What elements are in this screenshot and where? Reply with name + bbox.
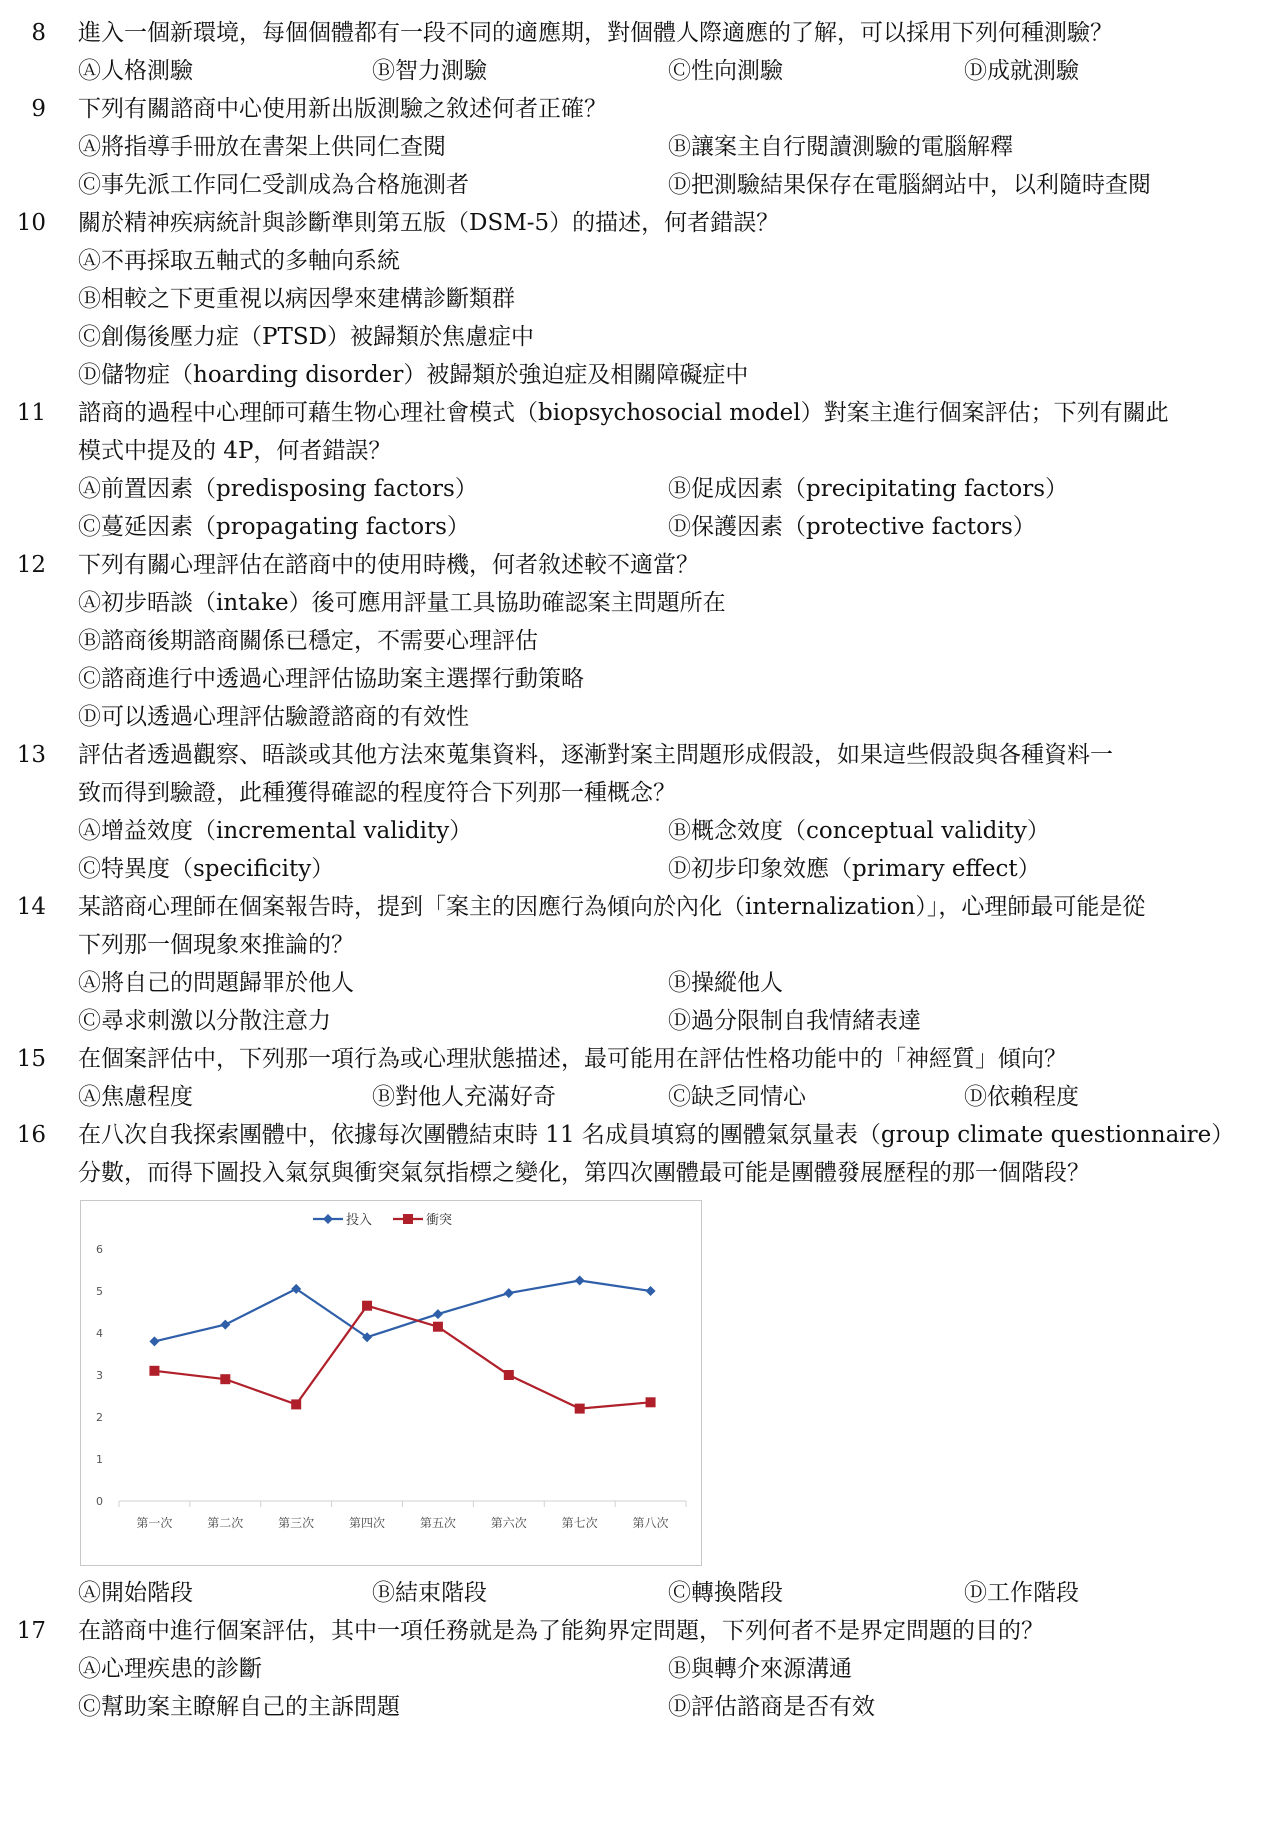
question-stem-line [0, 888, 1274, 926]
option-d[interactable]: Ⓓ可以透過心理評估驗證諮商的有效性 [78, 704, 469, 730]
x-category-label: 第七次 [561, 1516, 598, 1530]
data-point-conflict [504, 1370, 514, 1380]
option-c[interactable]: Ⓒ尋求刺激以分散注意力 [78, 1008, 331, 1034]
option-d[interactable]: Ⓓ評估諮商是否有效 [668, 1694, 875, 1720]
options-row [0, 470, 1274, 508]
options-row [0, 1002, 1274, 1040]
question-stem-line [0, 14, 1274, 52]
option-d[interactable]: Ⓓ把測驗結果保存在電腦網站中，以利隨時查閱 [668, 172, 1151, 198]
option-d[interactable]: Ⓓ保護因素（protective factors） [668, 514, 1036, 540]
question-stem-line [0, 90, 1274, 128]
question-number: 15 [16, 1046, 46, 1072]
question-stem-line [0, 204, 1274, 242]
option-b[interactable]: Ⓑ操縱他人 [668, 970, 783, 996]
question-stem-line [0, 546, 1274, 584]
data-point-engagement [646, 1286, 656, 1296]
option-a[interactable]: Ⓐ將指導手冊放在書架上供同仁查閱 [78, 134, 446, 160]
data-point-engagement [433, 1309, 443, 1319]
question-11 [0, 394, 1274, 546]
option-c[interactable]: Ⓒ創傷後壓力症（PTSD）被歸類於焦慮症中 [78, 324, 535, 350]
option-c[interactable]: Ⓒ蔓延因素（propagating factors） [78, 514, 470, 540]
options-row [0, 1650, 1274, 1688]
options-row [0, 812, 1274, 850]
option-a[interactable]: Ⓐ心理疾患的診斷 [78, 1656, 262, 1682]
options-row [0, 964, 1274, 1002]
option-b[interactable]: Ⓑ相較之下更重視以病因學來建構診斷類群 [78, 286, 515, 312]
option-b[interactable]: Ⓑ概念效度（conceptual validity） [668, 818, 1050, 844]
chart-svg [81, 1201, 701, 1565]
y-tick-label: 4 [96, 1327, 103, 1340]
option-b[interactable]: Ⓑ結束階段 [372, 1580, 487, 1606]
options-row [0, 166, 1274, 204]
question-stem-line [0, 1154, 1274, 1192]
data-point-conflict [149, 1366, 159, 1376]
option-b[interactable]: Ⓑ與轉介來源溝通 [668, 1656, 852, 1682]
question-10 [0, 204, 1274, 394]
option-c[interactable]: Ⓒ轉換階段 [668, 1580, 783, 1606]
x-category-label: 第五次 [419, 1516, 456, 1530]
question-stem-line [0, 394, 1274, 432]
question-stem-text: 下列有關諮商中心使用新出版測驗之敘述何者正確？ [78, 96, 607, 122]
question-number: 8 [31, 20, 46, 46]
question-stem-line [0, 432, 1274, 470]
question-stem-line [0, 774, 1274, 812]
series-line-conflict [154, 1306, 650, 1409]
option-d[interactable]: Ⓓ儲物症（hoarding disorder）被歸類於強迫症及相關障礙症中 [78, 362, 749, 388]
legend-label: 投入 [346, 1213, 373, 1228]
question-number: 10 [16, 210, 46, 236]
y-tick-label: 3 [96, 1369, 103, 1382]
option-a[interactable]: Ⓐ將自己的問題歸罪於他人 [78, 970, 354, 996]
question-stem-text: 分數，而得下圖投入氣氛與衝突氣氛指標之變化，第四次團體最可能是團體發展歷程的那一個階段？ [78, 1160, 1090, 1186]
option-a[interactable]: Ⓐ初步晤談（intake）後可應用評量工具協助確認案主問題所在 [78, 590, 726, 616]
option-c[interactable]: Ⓒ事先派工作同仁受訓成為合格施測者 [78, 172, 469, 198]
question-number: 9 [31, 96, 46, 122]
option-c[interactable]: Ⓒ缺乏同情心 [668, 1084, 806, 1110]
question-stem-text: 模式中提及的 4P，何者錯誤？ [78, 438, 392, 464]
data-point-engagement [504, 1288, 514, 1298]
series-line-engagement [154, 1281, 650, 1342]
options-row [0, 508, 1274, 546]
question-stem-line [0, 926, 1274, 964]
question-number: 11 [16, 400, 46, 426]
y-tick-label: 1 [96, 1453, 103, 1466]
question-stem-text: 諮商的過程中心理師可藉生物心理社會模式（biopsychosocial model）對案主進行個案評估；下列有關此 [78, 400, 1169, 426]
data-point-conflict [291, 1399, 301, 1409]
option-a[interactable]: Ⓐ開始階段 [78, 1580, 193, 1606]
question-9 [0, 90, 1274, 204]
question-stem-text: 下列有關心理評估在諮商中的使用時機，何者敘述較不適當？ [78, 552, 699, 578]
question-number: 12 [16, 552, 46, 578]
option-d[interactable]: Ⓓ工作階段 [964, 1580, 1079, 1606]
data-point-conflict [646, 1397, 656, 1407]
option-c[interactable]: Ⓒ性向測驗 [668, 58, 783, 84]
question-stem-text: 下列那一個現象來推論的？ [78, 932, 354, 958]
option-d[interactable]: Ⓓ過分限制自我情緒表達 [668, 1008, 921, 1034]
question-16 [0, 1116, 1274, 1612]
x-category-label: 第四次 [349, 1516, 386, 1530]
y-tick-label: 5 [96, 1285, 103, 1298]
y-tick-label: 0 [96, 1495, 103, 1508]
option-a[interactable]: Ⓐ不再採取五軸式的多軸向系統 [78, 248, 400, 274]
question-stem-text: 進入一個新環境，每個個體都有一段不同的適應期，對個體人際適應的了解，可以採用下列何種測驗？ [78, 20, 1113, 46]
question-stem-text: 在個案評估中，下列那一項行為或心理狀態描述，最可能用在評估性格功能中的「神經質」傾向？ [78, 1046, 1067, 1072]
question-number: 14 [16, 894, 46, 920]
question-stem-text: 某諮商心理師在個案報告時，提到「案主的因應行為傾向於內化（internalization）」，心理師最可能是從 [78, 894, 1146, 920]
x-category-label: 第六次 [490, 1516, 527, 1530]
question-stem-line [0, 736, 1274, 774]
data-point-engagement [220, 1320, 230, 1330]
question-17 [0, 1612, 1274, 1726]
question-12 [0, 546, 1274, 736]
options-row [0, 52, 1274, 90]
question-stem-text: 在八次自我探索團體中，依據每次團體結束時 11 名成員填寫的團體氣氛量表（group climate questionnaire） [78, 1122, 1235, 1148]
option-a[interactable]: Ⓐ焦慮程度 [78, 1084, 193, 1110]
question-number: 13 [16, 742, 46, 768]
options-row [0, 850, 1274, 888]
data-point-conflict [220, 1374, 230, 1384]
question-stem-line [0, 1040, 1274, 1078]
option-a[interactable]: Ⓐ前置因素（predisposing factors） [78, 476, 478, 502]
option-b[interactable]: Ⓑ促成因素（precipitating factors） [668, 476, 1069, 502]
options-row [0, 128, 1274, 166]
option-b[interactable]: Ⓑ對他人充滿好奇 [372, 1084, 556, 1110]
option-c[interactable]: Ⓒ幫助案主瞭解自己的主訴問題 [78, 1694, 400, 1720]
question-stem-text: 致而得到驗證，此種獲得確認的程度符合下列那一種概念？ [78, 780, 676, 806]
option-a[interactable]: Ⓐ人格測驗 [78, 58, 193, 84]
question-number: 17 [16, 1618, 46, 1644]
question-stem-text: 評估者透過觀察、晤談或其他方法來蒐集資料，逐漸對案主問題形成假設，如果這些假設與各種資料一 [78, 742, 1113, 768]
question-8 [0, 14, 1274, 90]
option-d[interactable]: Ⓓ成就測驗 [964, 58, 1079, 84]
options-row [0, 1574, 1274, 1612]
x-category-label: 第三次 [278, 1516, 315, 1530]
x-category-label: 第八次 [632, 1516, 669, 1530]
question-stem-text: 在諮商中進行個案評估，其中一項任務就是為了能夠界定問題，下列何者不是界定問題的目的？ [78, 1618, 1044, 1644]
option-a[interactable]: Ⓐ增益效度（incremental validity） [78, 818, 473, 844]
question-14 [0, 888, 1274, 1040]
option-c[interactable]: Ⓒ諮商進行中透過心理評估協助案主選擇行動策略 [78, 666, 584, 692]
question-number: 16 [16, 1122, 46, 1148]
x-category-label: 第二次 [207, 1516, 244, 1530]
question-stem-text: 關於精神疾病統計與診斷準則第五版（DSM-5）的描述，何者錯誤？ [78, 210, 780, 236]
option-b[interactable]: Ⓑ諮商後期諮商關係已穩定，不需要心理評估 [78, 628, 538, 654]
options-row [0, 1688, 1274, 1726]
question-13 [0, 736, 1274, 888]
question-stem-line [0, 1116, 1274, 1154]
option-d[interactable]: Ⓓ初步印象效應（primary effect） [668, 856, 1041, 882]
option-b[interactable]: Ⓑ讓案主自行閱讀測驗的電腦解釋 [668, 134, 1013, 160]
option-b[interactable]: Ⓑ智力測驗 [372, 58, 487, 84]
option-c[interactable]: Ⓒ特異度（specificity） [78, 856, 335, 882]
question-stem-line [0, 1612, 1274, 1650]
x-category-label: 第一次 [136, 1516, 173, 1530]
legend-marker [323, 1214, 333, 1224]
question-15 [0, 1040, 1274, 1116]
data-point-conflict [575, 1404, 585, 1414]
exam-page [0, 14, 1274, 1726]
options-row [0, 1078, 1274, 1116]
y-tick-label: 2 [96, 1411, 103, 1424]
y-tick-label: 6 [96, 1243, 103, 1256]
legend-label: 衝突 [426, 1213, 453, 1228]
data-point-engagement [149, 1336, 159, 1346]
data-point-engagement [575, 1276, 585, 1286]
data-point-conflict [433, 1322, 443, 1332]
line-chart [80, 1200, 702, 1566]
option-d[interactable]: Ⓓ依賴程度 [964, 1084, 1079, 1110]
legend-marker [403, 1214, 413, 1224]
data-point-conflict [362, 1301, 372, 1311]
